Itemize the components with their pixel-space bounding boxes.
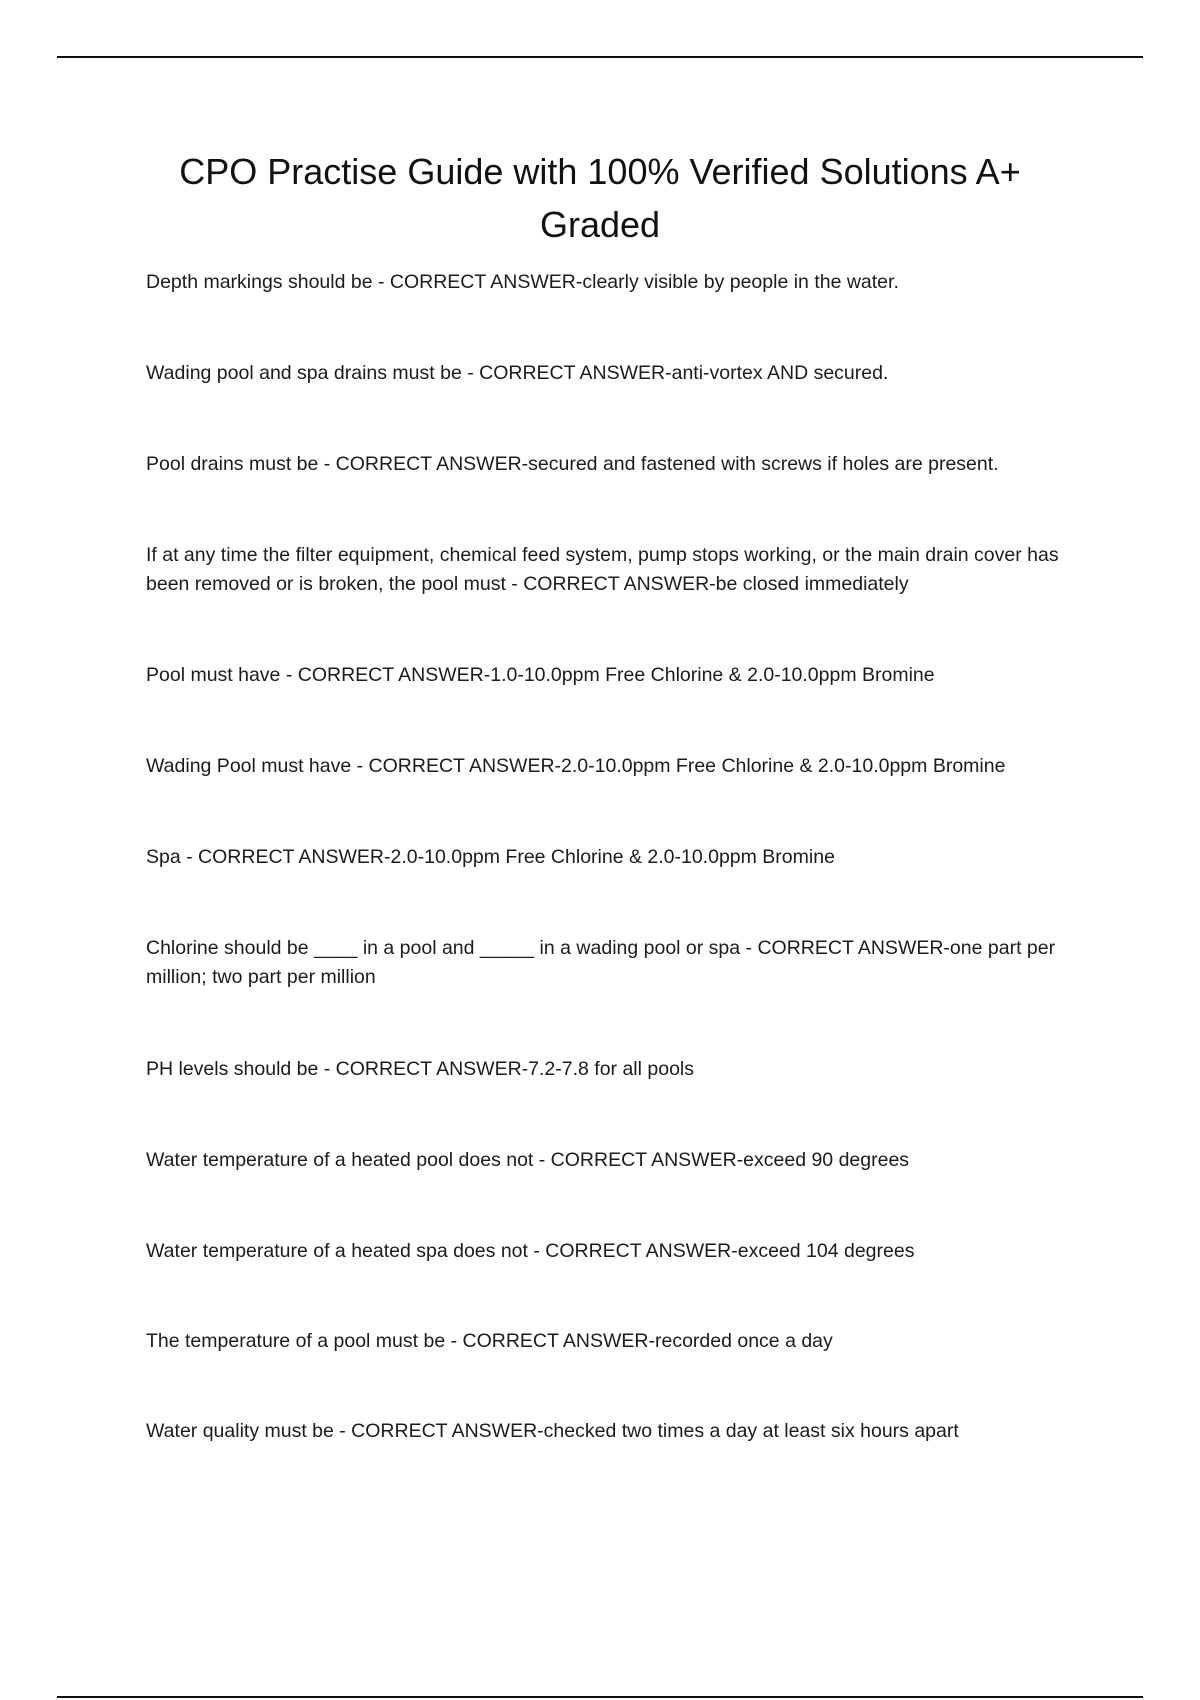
qa-item: Pool must have - CORRECT ANSWER-1.0-10.0ppm Free Chlorine & 2.0-10.0ppm Bromine — [146, 664, 935, 686]
qa-item: Depth markings should be - CORRECT ANSWER-clearly visible by people in the water. — [146, 271, 899, 293]
qa-item: Water temperature of a heated spa does not - CORRECT ANSWER-exceed 104 degrees — [146, 1240, 915, 1262]
top-rule — [57, 56, 1143, 58]
document-title: CPO Practise Guide with 100% Verified Solutions A+ Graded — [179, 151, 1021, 245]
qa-item: Wading Pool must have - CORRECT ANSWER-2.0-10.0ppm Free Chlorine & 2.0-10.0ppm Bromine — [146, 755, 1006, 777]
qa-item: If at any time the filter equipment, chemical feed system, pump stops working, or the main drain cover has been removed or is broken, the pool must - CORRECT ANSWER-be closed immediately — [146, 544, 1059, 595]
qa-item: Wading pool and spa drains must be - CORRECT ANSWER-anti-vortex AND secured. — [146, 362, 889, 384]
qa-item: PH levels should be - CORRECT ANSWER-7.2-7.8 for all pools — [146, 1058, 695, 1080]
bottom-rule — [57, 1696, 1143, 1698]
qa-item: Chlorine should be ____ in a pool and _____ in a wading pool or spa - CORRECT ANSWER-one part per million; two part per million — [146, 937, 1056, 988]
qa-item: Water temperature of a heated pool does not - CORRECT ANSWER-exceed 90 degrees — [146, 1149, 910, 1171]
qa-item: Water quality must be - CORRECT ANSWER-checked two times a day at least six hours apart — [146, 1420, 959, 1442]
qa-item: Pool drains must be - CORRECT ANSWER-secured and fastened with screws if holes are present. — [146, 453, 999, 475]
qa-item: Spa - CORRECT ANSWER-2.0-10.0ppm Free Chlorine & 2.0-10.0ppm Bromine — [146, 846, 835, 868]
qa-item: The temperature of a pool must be - CORRECT ANSWER-recorded once a day — [146, 1330, 833, 1352]
